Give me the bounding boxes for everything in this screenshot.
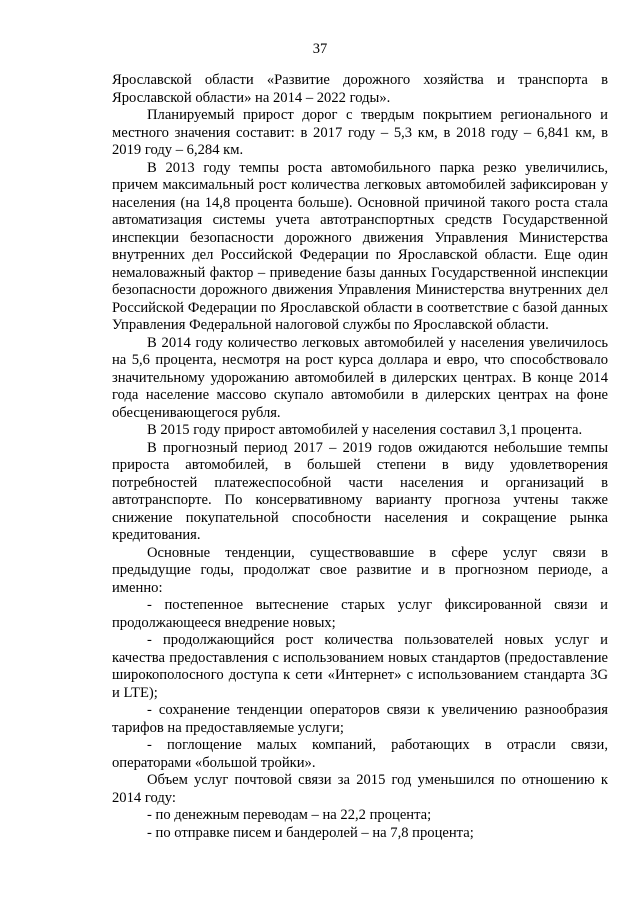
paragraph-postal-services: Объем услуг почтовой связи за 2015 год уменьшился по отношению к 2014 году: — [112, 772, 608, 806]
paragraph-communication-trends: Основные тенденции, существовавшие в сфере услуг связи в предыдущие годы, продолжат свое развитие и в прогнозном периоде, а именно: — [112, 544, 608, 596]
list-item-letters-parcels: - по отправке писем и бандеролей – на 7,8 процента; — [147, 824, 474, 841]
list-item-tariff-diversity: - сохранение тенденции операторов связи к увеличению разнообразия тарифов на предоставляемые услуги; — [112, 702, 608, 736]
paragraph-road-growth: Планируемый прирост дорог с твердым покрытием регионального и местного значения составит: в 2017 году – 5,3 км, в 2018 году – 6,841 км, в 2019 году – 6,284 км. — [112, 107, 608, 158]
page-number: 37 — [312, 41, 328, 57]
paragraph-2013-car-fleet: В 2013 году темпы роста автомобильного парка резко увеличились, причем максимальный рост количества легковых автомобилей зафиксирован у населения (на 14,8 процента больше). Основной причиной такого роста стала автоматизация системы учета автотранспортных средств Государственной инспекции безопасности дорожного движения Управления Министерства внутренних дел Российской Федерации по Ярославской области. Еще один немаловажный фактор – приведение базы данных Государственной инспекции безопасности дорожного движения Управления Министерства внутренних дел Российской Федерации по Ярославской области в соответствие с базой данных Управления Федеральной налоговой службы по Ярославской области. — [112, 159, 608, 333]
list-item-company-absorption: - поглощение малых компаний, работающих в отрасли связи, операторами «большой тройки». — [112, 737, 608, 771]
list-item-fixed-line-displacement: - постепенное вытеснение старых услуг фиксированной связи и продолжающееся внедрение новых; — [112, 597, 608, 631]
paragraph-forecast-period: В прогнозный период 2017 – 2019 годов ожидаются небольшие темпы прироста автомобилей, в большей степени в виду удовлетворения потребностей платежеспособной части населения и организаций в автотранспорте. По консервативному варианту прогноза учтены также снижение покупательной способности населения и сокращение рынка кредитования. — [112, 439, 608, 543]
paragraph-2014-car-growth: В 2014 году количество легковых автомобилей у населения увеличилось на 5,6 процента, несмотря на рост курса доллара и евро, что способствовало значительному удорожанию автомобилей в дилерских центрах. В конце 2014 года население массово скупало автомобили в дилерских центрах на фоне обесценивающегося рубля. — [112, 334, 608, 421]
document-body — [112, 72, 608, 842]
list-item-new-services-growth: - продолжающийся рост количества пользователей новых услуг и качества предоставления с использованием новых стандартов (предоставление широкополосного доступа к сети «Интернет» с использованием стандарта 3G и LTE); — [112, 632, 608, 701]
paragraph-2015-car-growth: В 2015 году прирост автомобилей у населения составил 3,1 процента. — [147, 422, 583, 438]
paragraph-program-continuation: Ярославской области «Развитие дорожного хозяйства и транспорта в Ярославской области» на 2014 – 2022 годы». — [112, 72, 608, 106]
list-item-money-transfers: - по денежным переводам – на 22,2 процента; — [147, 807, 432, 823]
